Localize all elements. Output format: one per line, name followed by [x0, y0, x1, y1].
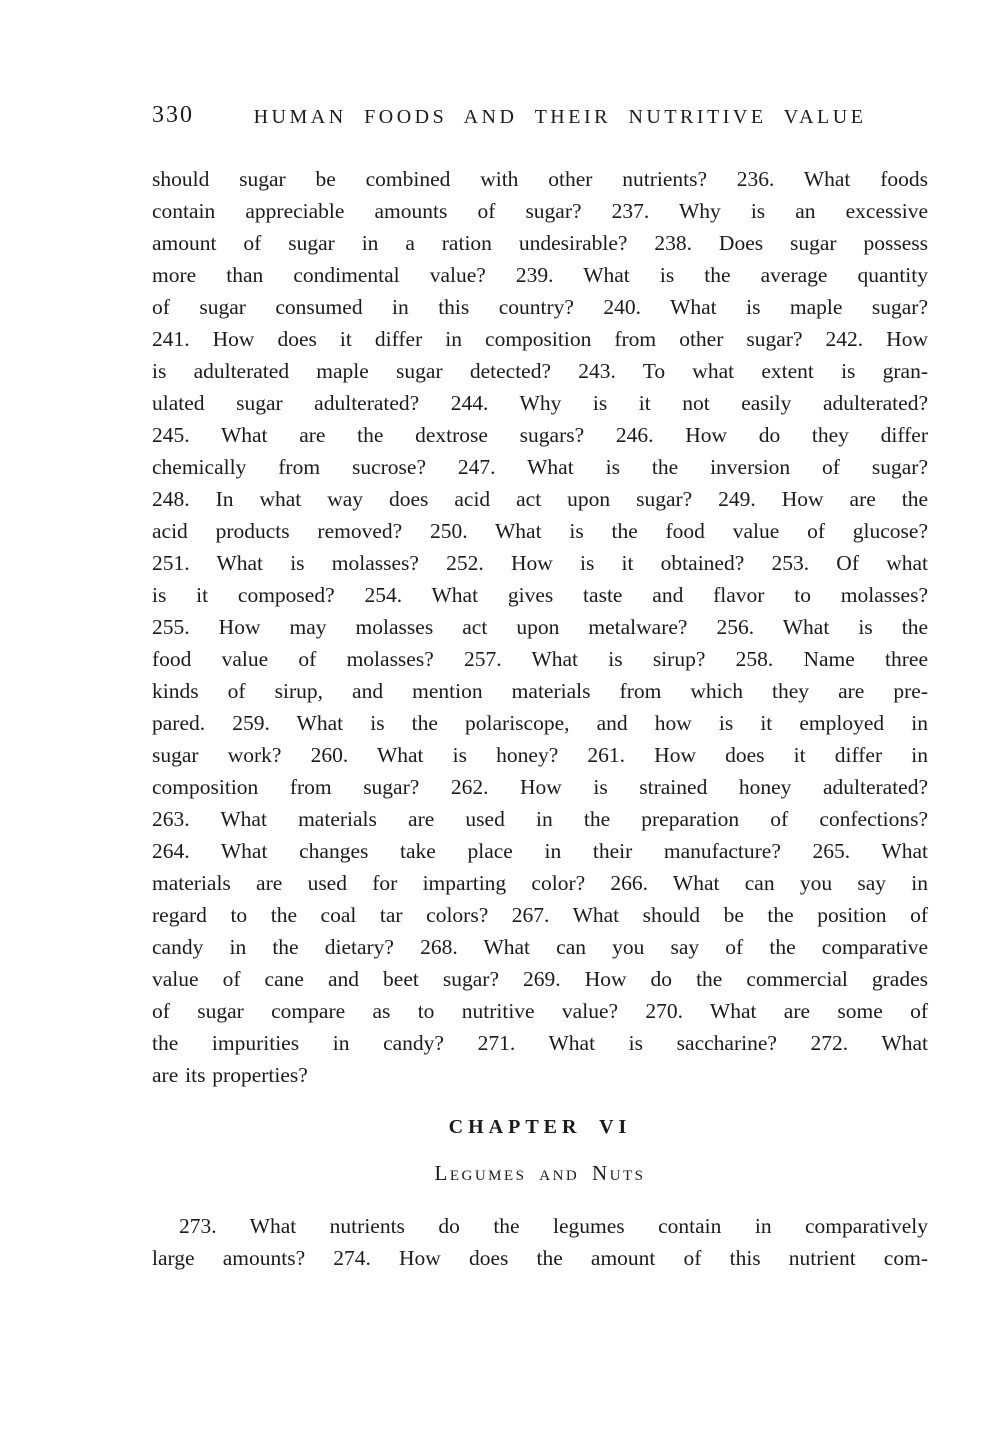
text-line: large amounts? 274. How does the amount of this nutrient com-	[152, 1246, 928, 1270]
text-line: of sugar compare as to nutritive value? 270. What are some of	[152, 999, 928, 1023]
text-line: candy in the dietary? 268. What can you say of the comparative	[152, 935, 928, 959]
text-line: value of cane and beet sugar? 269. How do the commercial grades	[152, 967, 928, 991]
text-line: 248. In what way does acid act upon sugar? 249. How are the	[152, 487, 928, 511]
text-line: 251. What is molasses? 252. How is it obtained? 253. Of what	[152, 551, 928, 575]
text-line: should sugar be combined with other nutrients? 236. What foods	[152, 167, 928, 191]
text-line: food value of molasses? 257. What is sirup? 258. Name three	[152, 647, 928, 671]
review-questions-paragraph	[152, 163, 928, 1091]
text-line: 255. How may molasses act upon metalware? 256. What is the	[152, 615, 928, 639]
text-line: composition from sugar? 262. How is strained honey adulterated?	[152, 775, 928, 799]
chapter-opening-paragraph	[152, 1210, 928, 1274]
text-line: acid products removed? 250. What is the food value of glucose?	[152, 519, 928, 543]
text-line: pared. 259. What is the polariscope, and how is it employed in	[152, 711, 928, 735]
text-line: the impurities in candy? 271. What is saccharine? 272. What	[152, 1031, 928, 1055]
text-line: materials are used for imparting color? 266. What can you say in	[152, 871, 928, 895]
text-line: 273. What nutrients do the legumes contain in comparatively	[179, 1214, 928, 1238]
text-line: ulated sugar adulterated? 244. Why is it not easily adulterated?	[152, 391, 928, 415]
text-line: 263. What materials are used in the preparation of confections?	[152, 807, 928, 831]
text-line: contain appreciable amounts of sugar? 237. Why is an excessive	[152, 199, 928, 223]
text-line: more than condimental value? 239. What is the average quantity	[152, 263, 928, 287]
text-line: 245. What are the dextrose sugars? 246. How do they differ	[152, 423, 928, 447]
text-line: 264. What changes take place in their manufacture? 265. What	[152, 839, 928, 863]
running-header	[152, 103, 928, 131]
text-line: is adulterated maple sugar detected? 243. To what extent is gran-	[152, 359, 928, 383]
text-line: are its properties?	[152, 1063, 308, 1087]
running-title: HUMAN FOODS AND THEIR NUTRITIVE VALUE	[253, 106, 867, 128]
text-line: chemically from sucrose? 247. What is the inversion of sugar?	[152, 455, 928, 479]
text-line: amount of sugar in a ration undesirable? 238. Does sugar possess	[152, 231, 928, 255]
text-line: regard to the coal tar colors? 267. What should be the position of	[152, 903, 928, 927]
text-line: is it composed? 254. What gives taste and flavor to molasses?	[152, 583, 928, 607]
text-line: of sugar consumed in this country? 240. What is maple sugar?	[152, 295, 928, 319]
chapter-heading: CHAPTER VI	[448, 1116, 632, 1138]
text-line: kinds of sirup, and mention materials from which they are pre-	[152, 679, 928, 703]
page-number: 330	[152, 102, 194, 128]
chapter-subheading: Legumes and Nuts	[434, 1161, 646, 1185]
text-line: 241. How does it differ in composition from other sugar? 242. How	[152, 327, 928, 351]
text-line: sugar work? 260. What is honey? 261. How does it differ in	[152, 743, 928, 767]
